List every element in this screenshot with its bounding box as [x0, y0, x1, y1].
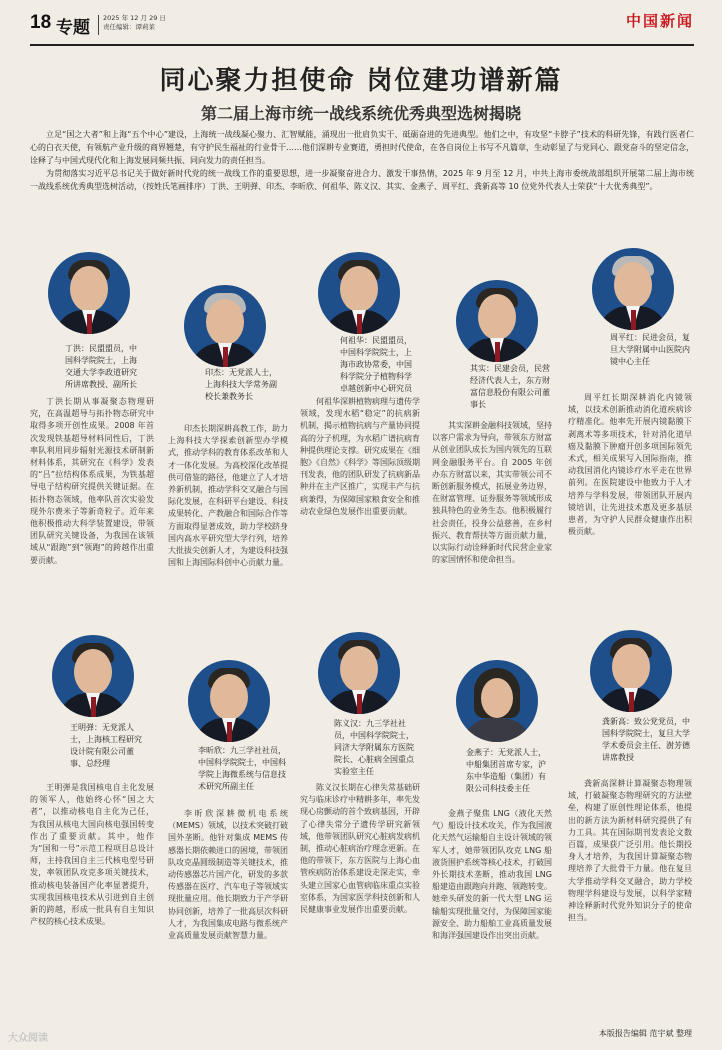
honoree-caption: 龚新高：致公党党员，中国科学院院士，复旦大学学术委员会主任、澍芳德讲席教授	[602, 717, 690, 762]
page-number: 18	[30, 12, 52, 33]
editor-credit: 本版报告编辑 范宇斌 整理	[598, 1029, 692, 1038]
page-title: 同心聚力担使命 岗位建功谱新篇	[159, 66, 563, 96]
date-text: 2025 年 12 月 29 日	[103, 14, 166, 22]
portrait-photo	[456, 660, 538, 742]
page-header	[0, 0, 722, 46]
honoree-bio: 陈义汉长期在心律失常基础研究与临床诊疗中精耕多年，率先发现心房颤动的首个致病基因，开辟了心律失常分子遗传学研究新领域，他带领团队研究心脏病发病机制，推动心脏病治疗理念更新。在他的带领下，东方医院与上海心血管疾病防治体系建设走深走实，牵头建立国家心血管病临床重点实验室体系，为国家医学科技创新和人民健康事业发展作出重要贡献。	[300, 783, 420, 915]
honoree-bio: 金燕子聚焦 LNG（液化天然气）船设计技术攻关，作为我国液化天然气运输船自主设计领域的领军人才，她带领团队攻克 LNG 船液货围护系统等核心技术，打破国外长期技术垄断，推动我国 LNG 船建造由跟跑向并跑、领跑转变。她牵头研发的新一代大型 LNG 运输船实现批量交付，为保障国家能源安全、助力船舶工业高质量发展和海洋强国建设作出突出贡献。	[432, 809, 552, 941]
portrait-photo	[590, 630, 672, 712]
portrait-photo	[188, 660, 270, 742]
honoree-bio: 其实深耕金融科技领域，坚持以客户需求为导向，带领东方财富从创业团队成长为国内领先的互联网金融服务平台。自 2005 年创办东方财富以来，其实带领公司不断创新服务模式，拓展业务边界，在财富管理、证券服务等领域形成独具特色的业务生态。他积极履行社会责任，投身公益慈善，在乡村振兴、教育帮扶等方面贡献力量，以实际行动诠释新时代民营企业家的家国情怀和使命担当。	[432, 421, 552, 565]
honoree-caption: 其实：民建会员，民营经济代表人士，东方财富信息股份有限公司董事长	[470, 364, 550, 409]
section-label: 专题	[56, 18, 90, 38]
portrait-photo	[318, 252, 400, 334]
page-subtitle: 第二届上海市统一战线系统优秀典型选树揭晓	[200, 104, 521, 123]
portrait-photo	[48, 252, 130, 334]
honoree-bio: 龚新高深耕计算凝聚态物理领域，打破凝聚态物理研究的方法壁垒，构建了原创性理论体系，他提出的新方法为新材料研究提供了有力工具。其在国际期刊发表论文数百篇，成果获广泛引用。他长期投身人才培养，为我国计算凝聚态物理培养了大批骨干力量。他在复旦大学推动学科交叉融合，助力学校物理学科建设与发展，以科学家精神诠释新时代党外知识分子的使命担当。	[568, 779, 692, 923]
honoree-caption: 陈义汉：九三学社社员，中国科学院院士，同济大学附属东方医院院长、心脏病全国重点实验室主任	[334, 719, 414, 776]
honoree-caption: 丁洪：民盟盟员，中国科学院院士，上海交通大学李政道研究所讲席教授、副所长	[65, 344, 137, 389]
honoree-bio: 丁洪长期从事凝聚态物理研究，在高温超导与拓扑物态研究中取得多项开创性成果。2008 年首次发现铁基超导材料同性后，丁洪率队利用同步辐射光源技术研制新材料体系，其研究在《科学》发表的“吕”拉结构体系成果，为铁基超导电子结构研究提供关键证据。在拓扑物态领域，他率队首次实验发现外尔费米子等新奇粒子。近年来他积极推动大科学装置建设，带领团队研究关键设备，为我国在该领域从“跟跑”到“领跑”的跨越作出重要贡献。	[30, 397, 154, 565]
honoree-caption: 王明弹：无党派人士，上海核工程研究设计院有限公司董事、总经理	[70, 723, 142, 768]
honoree-caption: 周平红：民进会员，复旦大学附属中山医院内镜中心主任	[610, 333, 690, 366]
editor-line: 责任编辑：谭莉莱	[103, 23, 155, 31]
portrait-photo	[52, 635, 134, 717]
intro-paragraph: 为贯彻落实习近平总书记关于做好新时代党的统一战线工作的重要思想，进一步凝聚奋进合力、激发干事热情，2025 年 9 月至 12 月，中共上海市委统战部组织开展第二届上海市统一战线系统优秀典型选树活动，（按姓氏笔画排序）丁洪、王明弹、印杰、李昕欣、何祖华、陈义汉、其实、金燕子、周平红、龚新高等 10 位党外代表人士荣获“十大优秀典型”。	[30, 169, 694, 191]
honoree-bio: 周平红长期深耕消化内镜领域，以技术创新推动消化道疾病诊疗精准化。他率先开展内镜黏膜下剥离术等多项技术，针对消化道早癌及黏膜下肿瘤开创多项国际领先术式，相关成果写入国际指南，推动我国消化内镜诊疗水平走在世界前列。在医院建设中他致力于人才培养与学科发展，带领团队开展内镜培训，让先进技术惠及更多基层患者，为守护人民群众健康作出积极贡献。	[568, 393, 692, 537]
header-divider	[98, 15, 99, 35]
honoree-caption: 何祖华：民盟盟员，中国科学院院士，上海市政协常委，中国科学院分子植物科学卓越创新中心研究员	[340, 336, 412, 393]
honoree-bio: 印杰长期深耕高教工作，助力上海科技大学探索创新型办学模式，推动学科的教育体系改革和人才一体化发展。为高校深化改革提供可借鉴的路径，他建立了人才培养新机制，推动学科交叉融合与国际化发展，在科研平台建设、科技成果转化、产教融合和国际合作等方面取得显著成效，助力学校跻身国内高水平研究型大学行列，培养大批拔尖创新人才，为建设科技强国和上海国际科创中心贡献力量。	[168, 424, 288, 568]
issue-date	[103, 14, 166, 32]
portrait-photo	[318, 632, 400, 714]
intro-text	[30, 128, 694, 193]
honoree-caption: 金燕子：无党派人士，中船集团首席专家，沪东中华造船（集团）有限公司科技委主任	[466, 748, 546, 793]
watermark: 大众阅读	[8, 1033, 48, 1044]
honoree-bio: 李昕欣深耕微机电系统（MEMS）领域，以技术突破打破国外垄断。他针对集成 MEMS 传感器长期依赖进口的困境，带领团队攻克晶圆级制造等关键技术，推动传感器芯片国产化，研发的多款传感器在医疗、汽车电子等领域实现批量应用。他长期致力于产学研协同创新，培养了一批高层次科研人才，为我国集成电路与微系统产业高质量发展贡献智慧力量。	[168, 809, 288, 941]
header-rule	[30, 44, 694, 46]
honoree-caption: 印杰：无党派人士，上海科技大学常务副校长兼教务长	[205, 368, 277, 401]
portrait-photo	[592, 248, 674, 330]
newspaper-logo: 中国新闻	[625, 12, 694, 30]
honoree-bio: 王明弹是我国核电自主化发展的领军人，他始终心怀“国之大者”，以推动核电自主化为己任，为我国从核电大国向核电强国转变作出了重要贡献。其中，他作为“国和一号”示范工程项目总设计师，主持我国自主三代核电型号研发，率领团队攻克多项关键技术，推动核电装备国产化率显著提升，实现我国核电技术从引进到自主创新的跨越，形成一批具有自主知识产权的核心技术成果。	[30, 783, 154, 927]
portrait-photo	[456, 280, 538, 362]
portrait-photo	[184, 285, 266, 367]
intro-paragraph: 立足“国之大者”和上海“五个中心”建设，上海统一战线凝心聚力、汇智赋能，涌现出一批肩负实干、砥砺奋进的先进典型。他们之中，有攻坚“卡脖子”技术的科研先锋，有践行医者仁心的白衣天使，有领航产业升级的商界翘楚，有守护民生福祉的行业骨干……他们深耕专业赛道，勇担时代使命，在各自岗位上书写不凡篇章，生动彰显了与党同心、跟党奋斗的坚定信念，诠释了与中国式现代化和上海发展同频共振、同向发力的责任担当。	[30, 130, 694, 165]
honoree-caption: 李昕欣：九三学社社员，中国科学院院士，中国科学院上海微系统与信息技术研究所副主任	[198, 746, 286, 791]
honoree-bio: 何祖华深耕植物病理与遗传学领域，发现水稻“稳定”的抗病新机制，揭示植物抗病与产量协同提高的分子机理，为水稻广谱抗病育种提供理论支撑。研究成果在《细胞》《自然》《科学》等国际顶级期刊发表，他的团队研发了抗病新品种并在主产区推广，实现丰产与抗病兼得，为保障国家粮食安全和推动农业绿色发展作出重要贡献。	[300, 397, 420, 516]
